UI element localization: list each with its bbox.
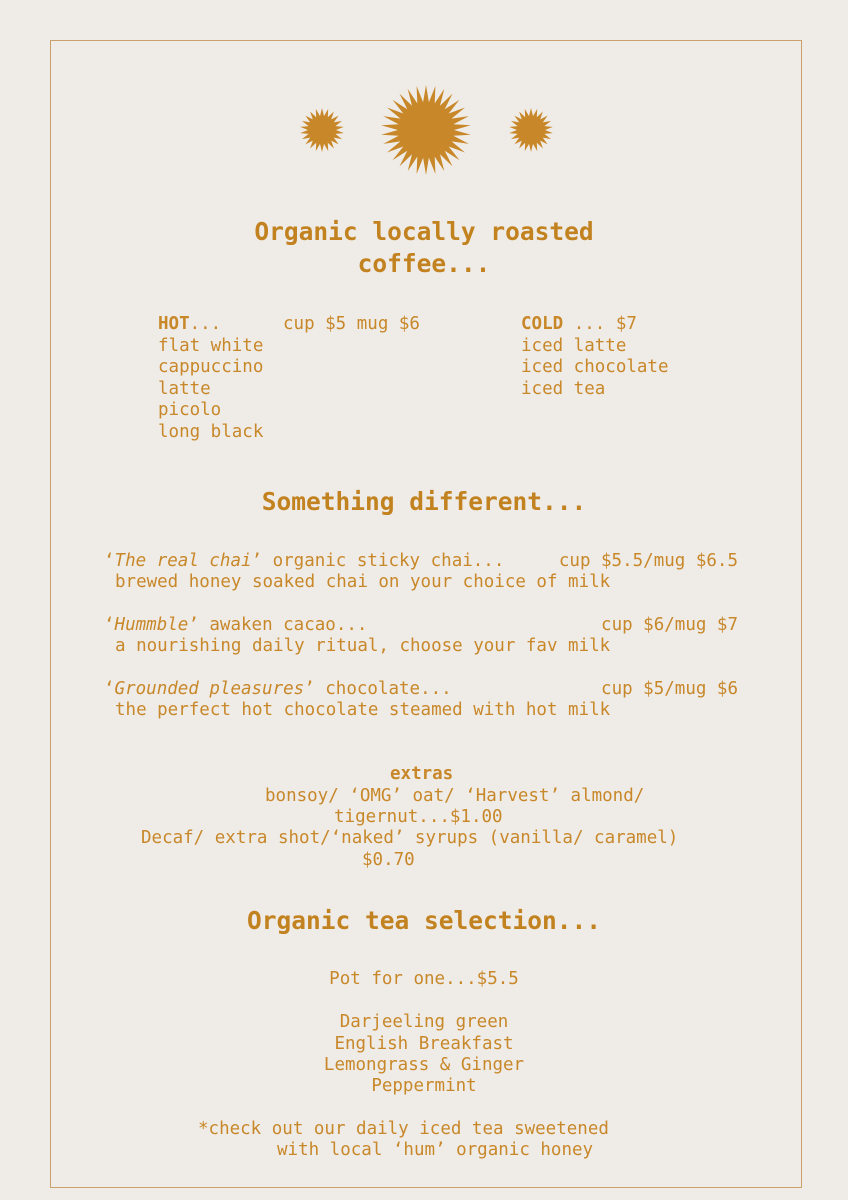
tea-item: Peppermint xyxy=(371,1076,477,1096)
sun-decoration xyxy=(0,80,848,180)
coffee-heading-line2: coffee... xyxy=(357,249,491,278)
cold-item: iced latte xyxy=(521,336,627,356)
tea-note: with local ‘hum’ organic honey xyxy=(277,1140,594,1160)
hot-item: picolo xyxy=(158,400,222,420)
tea-item: Lemongrass & Ginger xyxy=(323,1055,525,1075)
hot-item: long black xyxy=(158,422,264,442)
special-item-price: cup $5.5/mug $6.5 xyxy=(558,551,738,571)
hot-dots: ... xyxy=(189,314,222,334)
coffee-heading-line1: Organic locally roasted xyxy=(254,217,594,246)
cold-item: iced tea xyxy=(521,379,606,399)
sun-burst-icon xyxy=(381,85,471,175)
extras-line: tigernut...$1.00 xyxy=(334,807,503,827)
special-item-desc: the perfect hot chocolate steamed with hot milk xyxy=(115,700,611,720)
cold-item: iced chocolate xyxy=(521,357,669,377)
cold-price: ... $7 xyxy=(563,314,637,334)
special-item-name: ‘Hummble’ awaken cacao... xyxy=(104,615,368,635)
hot-item: cappuccino xyxy=(158,357,264,377)
tea-pot-price: Pot for one...$5.5 xyxy=(329,969,519,989)
extras-line: bonsoy/ ‘OMG’ oat/ ‘Harvest’ almond/ xyxy=(265,786,645,806)
tea-item: Darjeeling green xyxy=(339,1012,509,1032)
hot-label: HOT xyxy=(158,314,190,334)
tea-item: English Breakfast xyxy=(334,1034,514,1054)
tea-note: *check out our daily iced tea sweetened xyxy=(198,1119,609,1139)
hot-header xyxy=(158,314,221,336)
hot-item: latte xyxy=(158,379,211,399)
special-item-desc: brewed honey soaked chai on your choice of milk xyxy=(115,572,611,592)
special-item-desc: a nourishing daily ritual, choose your fav milk xyxy=(115,636,611,656)
sun-burst-icon xyxy=(509,108,553,152)
hot-item: flat white xyxy=(158,336,264,356)
different-heading: Something different... xyxy=(261,487,587,516)
special-item-name: ‘The real chai’ organic sticky chai... xyxy=(104,551,505,571)
cold-label: COLD xyxy=(521,314,564,334)
extras-line: $0.70 xyxy=(362,850,415,870)
special-item-price: cup $6/mug $7 xyxy=(601,615,738,635)
special-item-name: ‘Grounded pleasures’ chocolate... xyxy=(104,679,452,699)
hot-price: cup $5 mug $6 xyxy=(283,314,420,334)
tea-heading: Organic tea selection... xyxy=(246,906,601,935)
sun-burst-icon xyxy=(300,108,344,152)
extras-line: Decaf/ extra shot/‘naked’ syrups (vanilla/ caramel) xyxy=(141,828,679,848)
extras-heading: extras xyxy=(390,764,454,784)
special-item-price: cup $5/mug $6 xyxy=(601,679,738,699)
cold-header xyxy=(521,314,637,336)
